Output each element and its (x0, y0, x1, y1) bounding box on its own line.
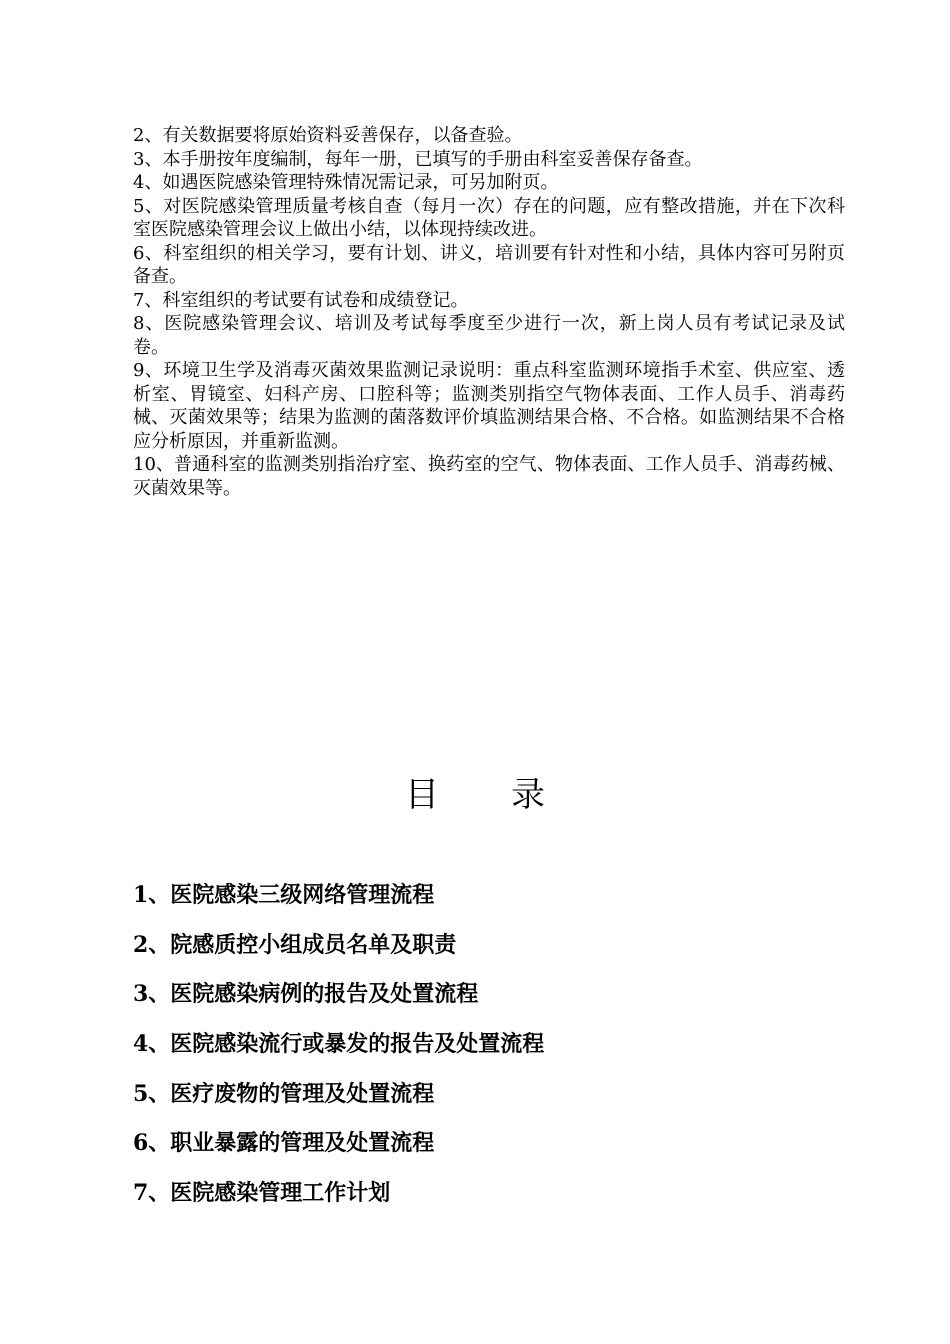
toc-item[interactable]: 3、医院感染病例的报告及处置流程 (133, 981, 479, 1008)
table-of-contents (133, 872, 845, 1220)
instruction-item: 6、科室组织的相关学习，要有计划、讲义，培训要有针对性和小结，具体内容可另附页备查。 (133, 242, 845, 287)
toc-item[interactable]: 7、医院感染管理工作计划 (133, 1180, 391, 1207)
toc-title: 目录 (405, 775, 617, 815)
instruction-item: 9、环境卫生学及消毒灭菌效果监测记录说明：重点科室监测环境指手术室、供应室、透析室、胃镜室、妇科产房、口腔科等；监测类别指空气物体表面、工作人员手、消毒药械、灭菌效果等；结果为监测的菌落数评价填监测结果合格、不合格。如监测结果不合格应分析原因，并重新监测。 (133, 360, 845, 452)
instruction-item: 3、本手册按年度编制，每年一册，已填写的手册由科室妥善保存备查。 (133, 148, 703, 170)
toc-item[interactable]: 1、医院感染三级网络管理流程 (133, 882, 435, 908)
instruction-item: 10、普通科室的监测类别指治疗室、换药室的空气、物体表面、工作人员手、消毒药械、灭菌效果等。 (133, 454, 845, 499)
instruction-item: 5、对医院感染管理质量考核自查（每月一次）存在的问题，应有整改措施，并在下次科室医院感染管理会议上做出小结，以体现持续改进。 (133, 195, 845, 240)
instruction-item: 7、科室组织的考试要有试卷和成绩登记。 (133, 289, 469, 311)
instructions-list (133, 124, 845, 500)
instruction-item: 2、有关数据要将原始资料妥善保存，以备查验。 (133, 125, 523, 146)
toc-item[interactable]: 2、院感质控小组成员名单及职责 (133, 931, 457, 958)
toc-item[interactable]: 4、医院感染流行或暴发的报告及处置流程 (133, 1031, 545, 1058)
instruction-item: 4、如遇医院感染管理特殊情况需记录，可另加附页。 (133, 172, 559, 193)
toc-item[interactable]: 6、职业暴露的管理及处置流程 (133, 1130, 435, 1157)
toc-item[interactable]: 5、医疗废物的管理及处置流程 (133, 1080, 435, 1107)
instruction-item: 8、医院感染管理会议、培训及考试每季度至少进行一次，新上岗人员有考试记录及试卷。 (133, 313, 845, 358)
